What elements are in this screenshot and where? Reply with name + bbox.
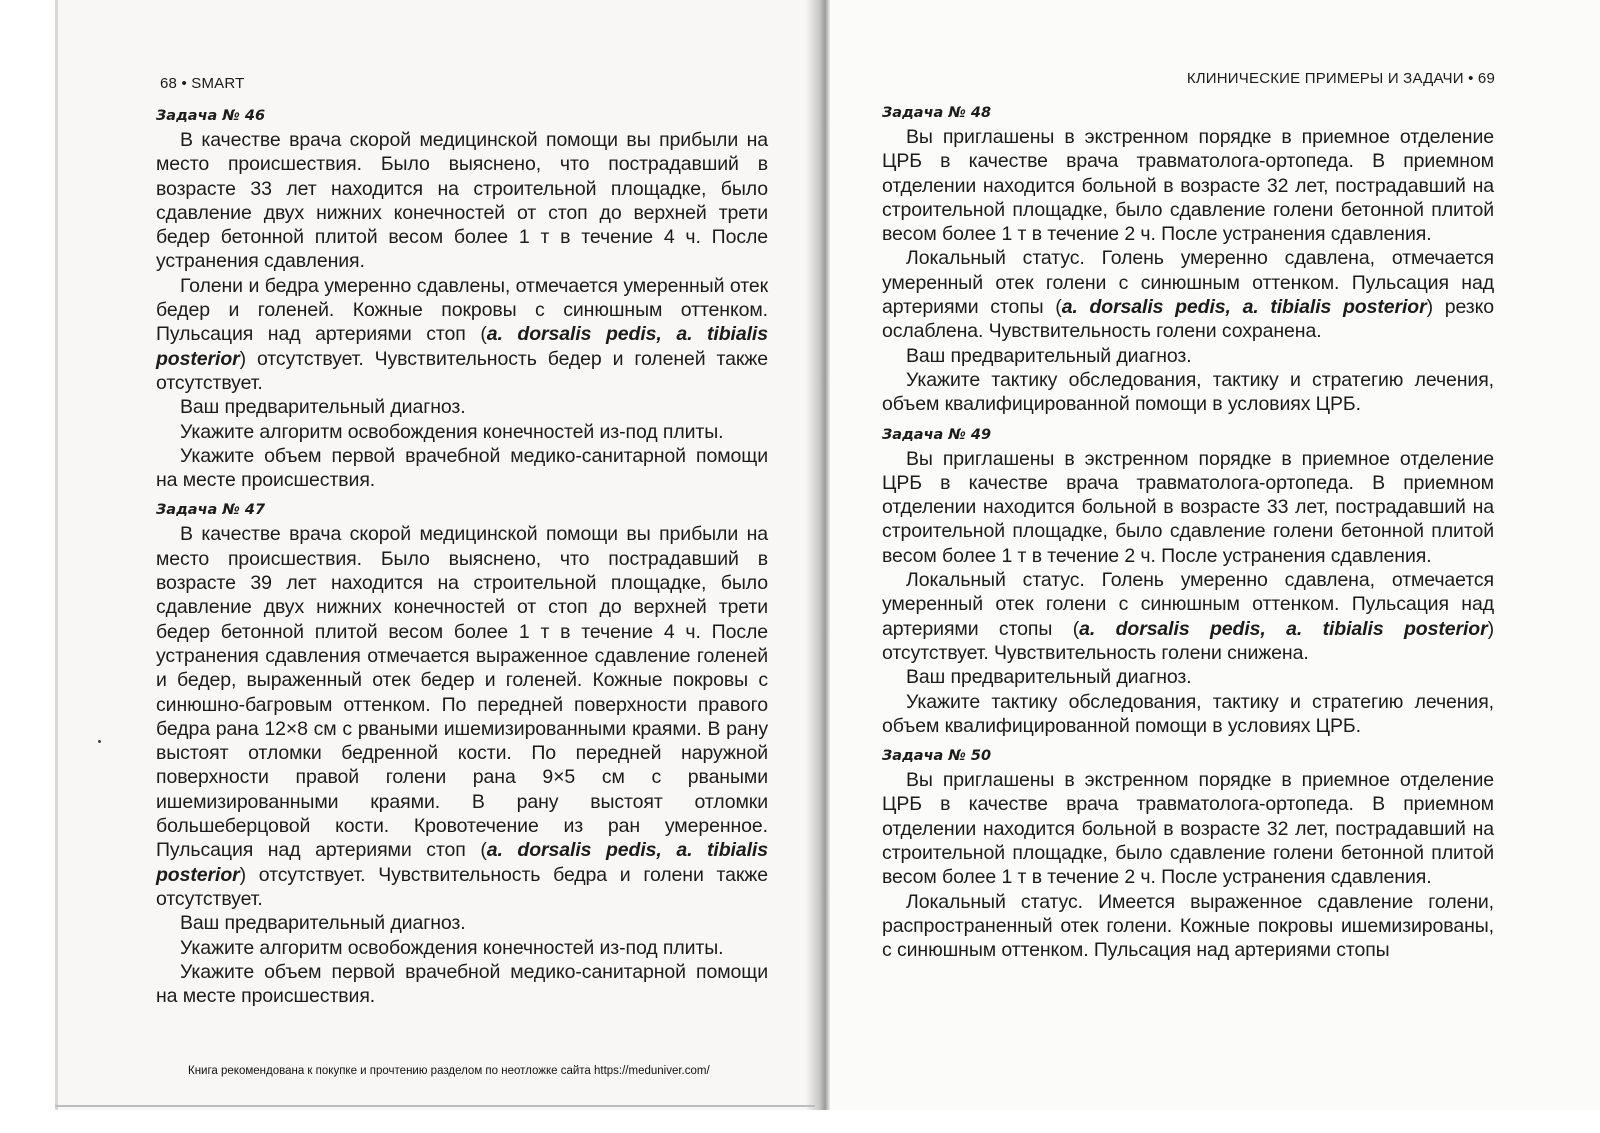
paragraph bbox=[156, 522, 768, 911]
footer-note: Книга рекомендована к покупке и прочтению разделом по неотложке сайта https://meduniver.com/ bbox=[188, 1065, 710, 1077]
text-run: Локальный статус. Голень умеренно сдавлена, отмечается умеренный отек голени с синюшным оттенком. Пульсация над артериями стопы ( bbox=[882, 569, 1494, 640]
text-run: ) отсутствует. Чувствительность голени снижена. bbox=[882, 617, 1494, 664]
paragraph: Ваш предварительный диагноз. bbox=[180, 912, 466, 935]
paragraph bbox=[882, 246, 1494, 343]
task-title: Задача № 46 bbox=[156, 108, 266, 124]
text-run: ) отсутствует. Чувствительность бедра и голени также отсутствует. bbox=[156, 863, 768, 910]
paragraph: Укажите объем первой врачебной медико-санитарной помощи на месте происшествия. bbox=[156, 444, 768, 492]
paragraph: Ваш предварительный диагноз. bbox=[906, 666, 1192, 689]
paragraph: Укажите алгоритм освобождения конечностей из-под плиты. bbox=[180, 420, 724, 443]
paragraph: Вы приглашены в экстренном порядке в приемное отделение ЦРБ в качестве врача травматолога-ортопеда. В приемном отделении находится больной в возрасте 32 лет, пострадавший на строительной площадке, было сдавление голени бетонной плитой весом более 1 т в течение 2 ч. После устранения сдавления. bbox=[882, 126, 1494, 246]
latin-term: a. dorsalis pedis, a. tibialis posterior bbox=[156, 323, 768, 370]
paragraph: Вы приглашены в экстренном порядке в приемное отделение ЦРБ в качестве врача травматолога-ортопеда. В приемном отделении находится больной в возрасте 32 лет, пострадавший на строительной площадке, было сдавление голени бетонной плитой весом более 1 т в течение 2 ч. После устранения сдавления. bbox=[882, 769, 1494, 889]
task-50 bbox=[882, 744, 1494, 962]
paragraph: Укажите объем первой врачебной медико-санитарной помощи на месте происшествия. bbox=[156, 960, 768, 1008]
right-running-head: КЛИНИЧЕСКИЕ ПРИМЕРЫ И ЗАДАЧИ • 69 bbox=[1186, 70, 1495, 87]
latin-term: a. dorsalis pedis, a. tibialis posterior bbox=[1079, 617, 1488, 640]
left-column bbox=[156, 104, 768, 1008]
task-48 bbox=[882, 101, 1494, 417]
task-title: Задача № 50 bbox=[882, 748, 992, 765]
latin-term: a. dorsalis pedis, a. tibialis posterior bbox=[156, 839, 768, 886]
text-run: Голени и бедра умеренно сдавлены, отмечается умеренный отек бедер и голеней. Кожные покровы с синюшным оттенком. Пульсация над артериями стоп ( bbox=[156, 274, 768, 346]
paragraph: Ваш предварительный диагноз. bbox=[906, 344, 1192, 367]
book-spine bbox=[806, 0, 830, 1110]
left-running-head: 68 • SMART bbox=[160, 75, 245, 92]
scan-speck bbox=[98, 740, 101, 743]
task-47 bbox=[156, 498, 768, 1008]
paragraph: Ваш предварительный диагноз. bbox=[180, 396, 466, 419]
left-page-bottom-edge bbox=[55, 1105, 815, 1107]
paragraph bbox=[156, 274, 768, 395]
paragraph bbox=[882, 568, 1494, 665]
paragraph: В качестве врача скорой медицинской помощи вы прибыли на место происшествия. Было выяснено, что пострадавший в возрасте 33 лет находится на строительной площадке, было сдавление двух нижних конечностей от стоп до верхней трети бедер бетонной плитой весом более 1 т в течение 4 ч. После устранения сдавления. bbox=[156, 129, 768, 273]
left-page-edge bbox=[55, 0, 58, 1110]
paragraph: Вы приглашены в экстренном порядке в приемное отделение ЦРБ в качестве врача травматолога-ортопеда. В приемном отделении находится больной в возрасте 33 лет, пострадавший на строительной площадке, было сдавление голени бетонной плитой весом более 1 т в течение 2 ч. После устранения сдавления. bbox=[882, 447, 1494, 567]
text-run: ) резко ослаблена. Чувствительность голени сохранена. bbox=[882, 296, 1494, 343]
task-title: Задача № 48 bbox=[882, 105, 992, 121]
right-column bbox=[882, 101, 1494, 963]
task-46 bbox=[156, 104, 768, 492]
text-run: В качестве врача скорой медицинской помощи вы прибыли на место происшествия. Было выяснено, что пострадавший в возрасте 39 лет находится на строительной площадке, было сдавление двух нижних конечностей от стоп до верхней трети бедер бетонной плитой весом более 1 т в течение 4 ч. После устранения сдавления отмечается выраженное сдавление голеней и бедер, выраженный отек бедер и голеней. Кожные покровы с синюшно-багровым оттенком. По передней поверхности правого бедра рана 12×8 см с рваными ишемизированными краями. В рану выстоят отломки бедренной кости. По передней наружной поверхности правой голени рана 9×5 см с рваными ишемизированными краями. В рану выстоят отломки большеберцовой кости. Кровотечение из ран умеренное. Пульсация над артериями стоп ( bbox=[156, 523, 768, 862]
text-run: ) отсутствует. Чувствительность бедер и голеней также отсутствует. bbox=[156, 347, 768, 394]
paragraph: Укажите тактику обследования, тактику и стратегию лечения, объем квалифицированной помощи в условиях ЦРБ. bbox=[882, 368, 1494, 416]
latin-term: a. dorsalis pedis, a. tibialis posterior bbox=[1061, 296, 1427, 319]
text-run: Локальный статус. Голень умеренно сдавлена, отмечается умеренный отек голени с синюшным оттенком. Пульсация над артериями стопы ( bbox=[882, 247, 1494, 319]
task-title: Задача № 49 bbox=[882, 426, 992, 443]
task-49 bbox=[882, 423, 1494, 739]
paragraph: Локальный статус. Имеется выраженное сдавление голени, распространенный отек голени. Кожные покровы ишемизированы, с синюшным оттенком. Пульсация над артериями стопы bbox=[882, 890, 1494, 962]
paragraph: Укажите тактику обследования, тактику и стратегию лечения, объем квалифицированной помощи в условиях ЦРБ. bbox=[882, 690, 1494, 737]
paragraph: Укажите алгоритм освобождения конечностей из-под плиты. bbox=[180, 936, 724, 959]
task-title: Задача № 47 bbox=[156, 502, 266, 519]
